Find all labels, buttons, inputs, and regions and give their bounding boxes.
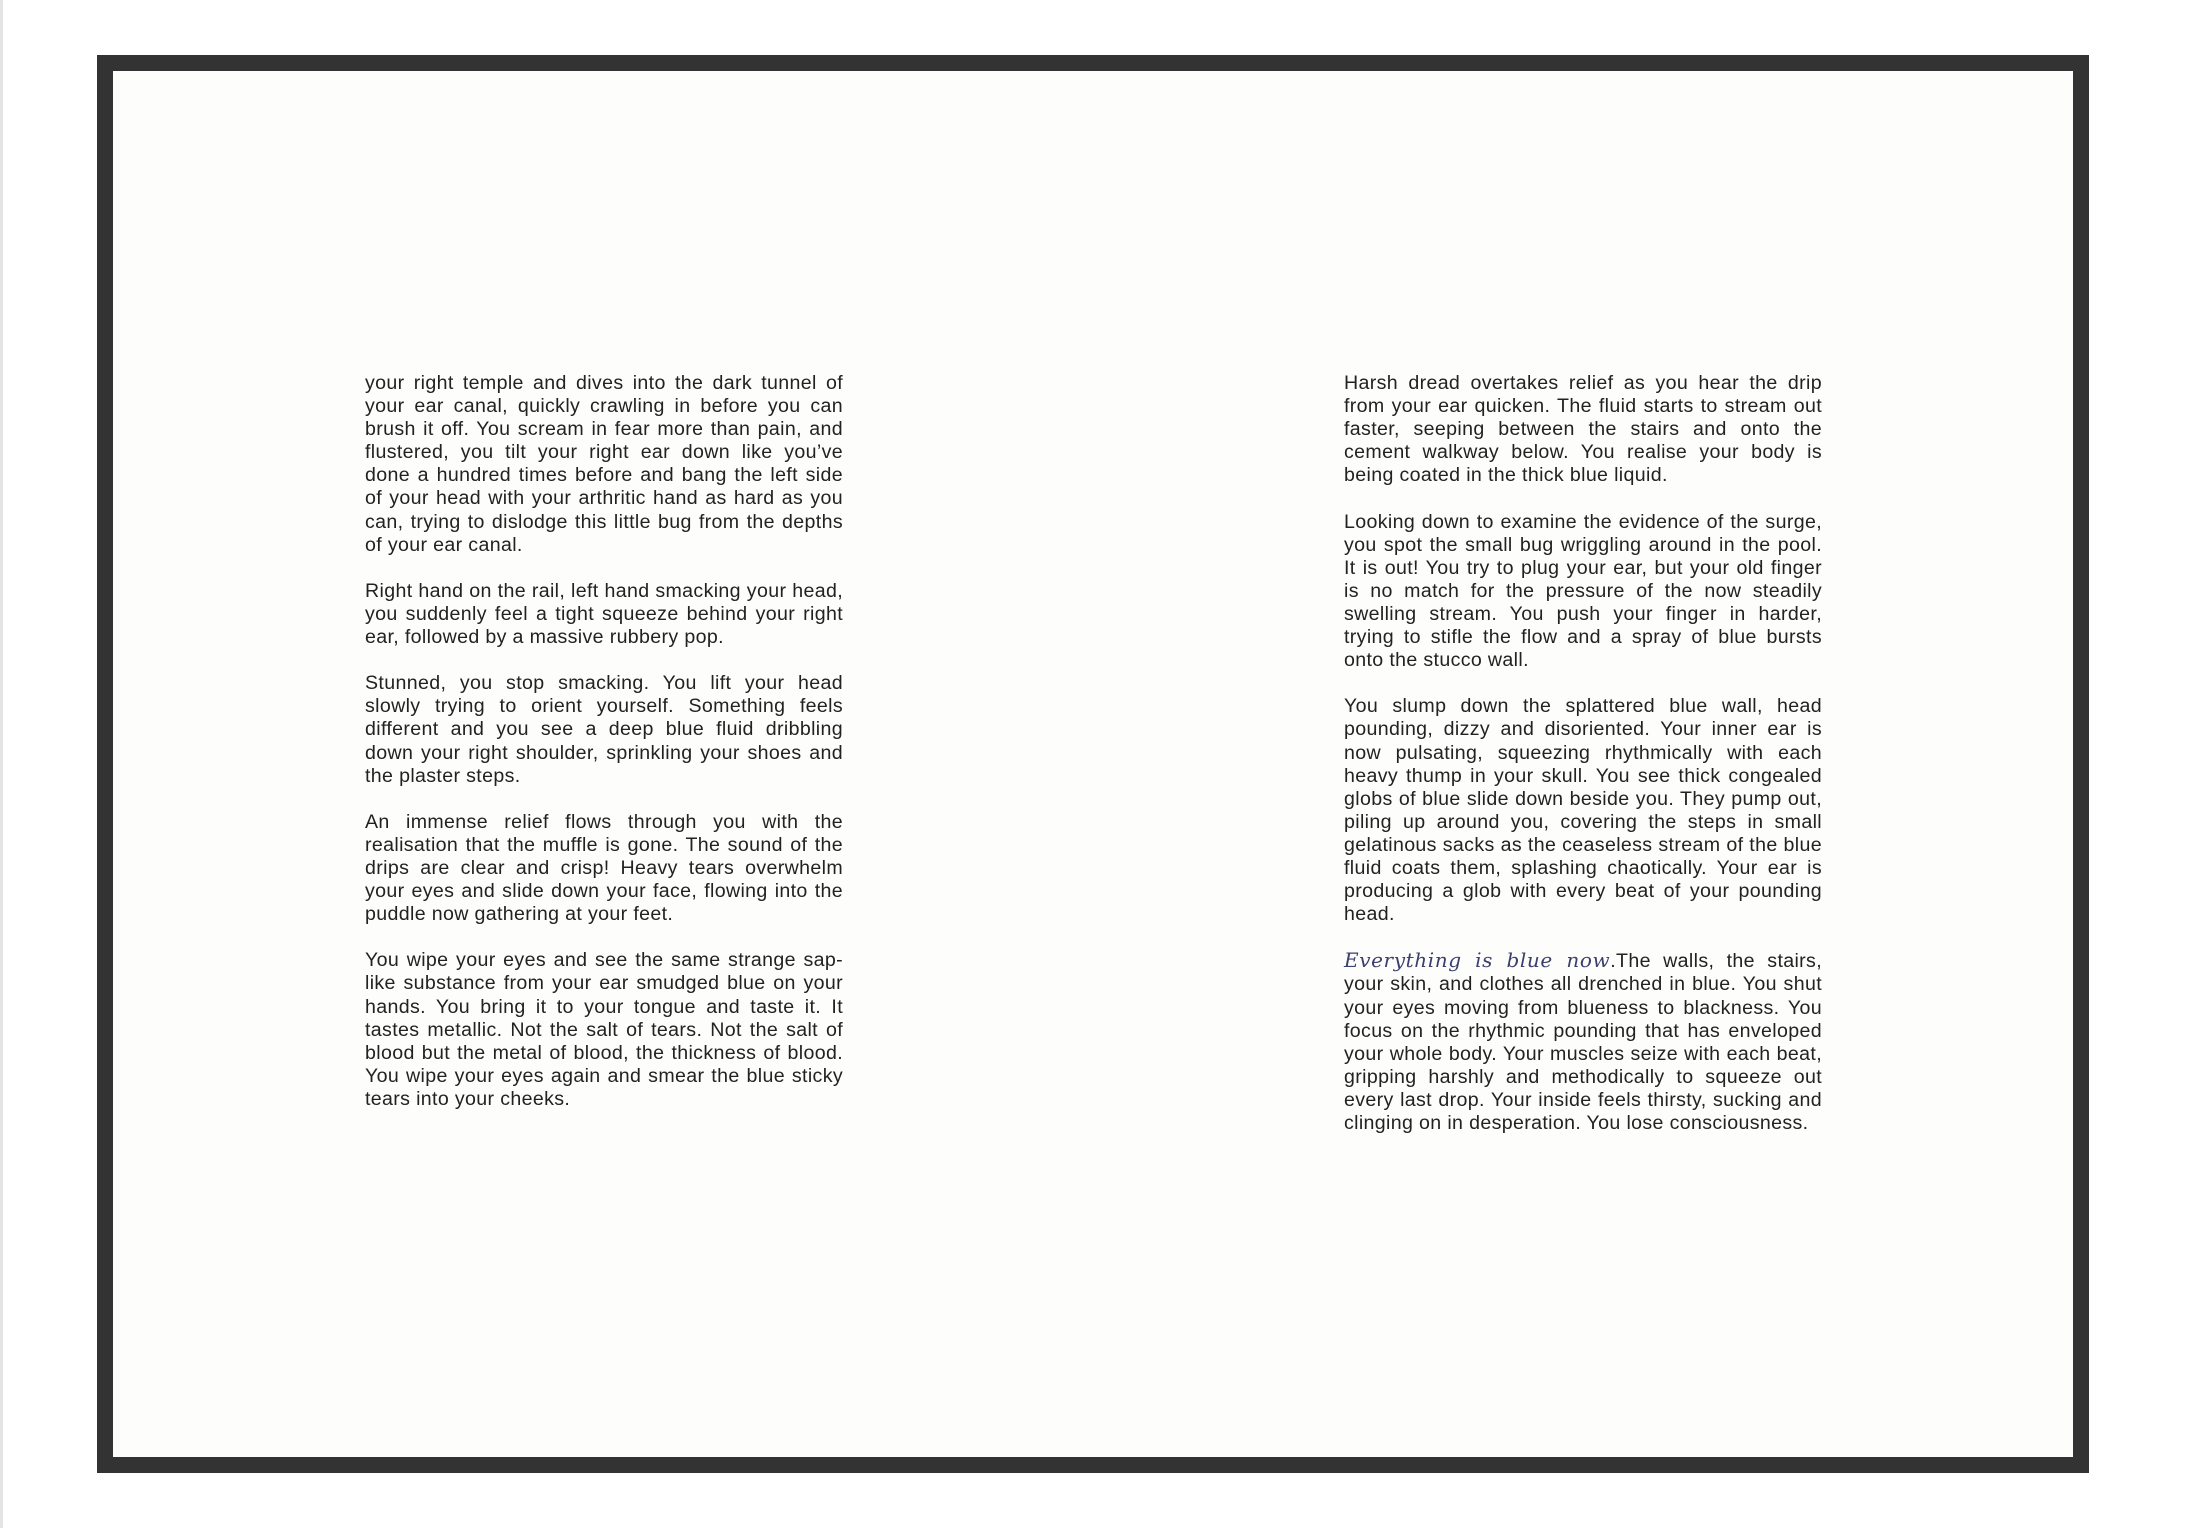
right-paragraph-3: You slump down the splattered blue wall, head pounding, dizzy and disoriented. Your inner ear is now pulsating, squeezing rhythmically with each heavy thump in your skull. You see thick congealed globs of blue slide down beside you. They pump out, piling up around you, covering the steps in small gelatinous sacks as the ceaseless stream of the blue fluid coats them, splashing chaotically. Your ear is producing a glob with every beat of your pounding head. xyxy=(1344,695,1822,926)
right-page-text xyxy=(1344,372,1822,1158)
left-paragraph-2: Right hand on the rail, left hand smacking your head, you suddenly feel a tight squeeze behind your right ear, followed by a massive rubbery pop. xyxy=(365,579,843,649)
left-paragraph-4: An immense relief flows through you with the realisation that the muffle is gone. The sound of the drips are clear and crisp! Heavy tears overwhelm your eyes and slide down your face, flowing into the puddle now gathering at your feet. xyxy=(365,810,843,926)
left-page-text xyxy=(365,372,843,1134)
left-paragraph-5: You wipe your eyes and see the same strange sap-like substance from your ear smudged blue on your hands. You bring it to your tongue and taste it. It tastes metallic. Not the salt of tears. Not the salt of blood but the metal of blood, the thickness of blood. You wipe your eyes again and smear the blue sticky tears into your cheeks. xyxy=(365,949,843,1110)
right-paragraph-1: Harsh dread overtakes relief as you hear the drip from your ear quicken. The fluid starts to stream out faster, seeping between the stairs and onto the cement walkway below. You realise your body is being coated in the thick blue liquid. xyxy=(1344,372,1822,487)
right-paragraph-4-text: .The walls, the stairs, your skin, and clothes all drenched in blue. You shut your eyes moving from blueness to blackness. You focus on the rhythmic pounding that has enveloped your whole body. Your muscles seize with each beat, gripping harshly and methodically to squeeze out every last drop. Your inside feels thirsty, sucking and clinging on in desperation. You lose consciousness. xyxy=(1344,950,1822,1134)
right-paragraph-2: Looking down to examine the evidence of the surge, you spot the small bug wriggling around in the pool. It is out! You try to plug your ear, but your old finger is no match for the pressure of the now steadily swelling stream. You push your finger in harder, trying to stifle the flow and a spray of blue bursts onto the stucco wall. xyxy=(1344,510,1822,672)
viewer-edge xyxy=(0,0,3,1528)
left-paragraph-3: Stunned, you stop smacking. You lift your head slowly trying to orient yourself. Something feels different and you see a deep blue fluid dribbling down your right shoulder, sprinkling your shoes and the plaster steps. xyxy=(365,672,843,787)
handwritten-annotation: Everything is blue now xyxy=(1344,948,1611,973)
right-paragraph-4 xyxy=(1344,949,1822,1135)
left-paragraph-1: your right temple and dives into the dark tunnel of your ear canal, quickly crawling in before you can brush it off. You scream in fear more than pain, and flustered, you tilt your right ear down like you’ve done a hundred times before and bang the left side of your head with your arthritic hand as hard as you can, trying to dislodge this little bug from the depths of your ear canal. xyxy=(365,372,843,556)
